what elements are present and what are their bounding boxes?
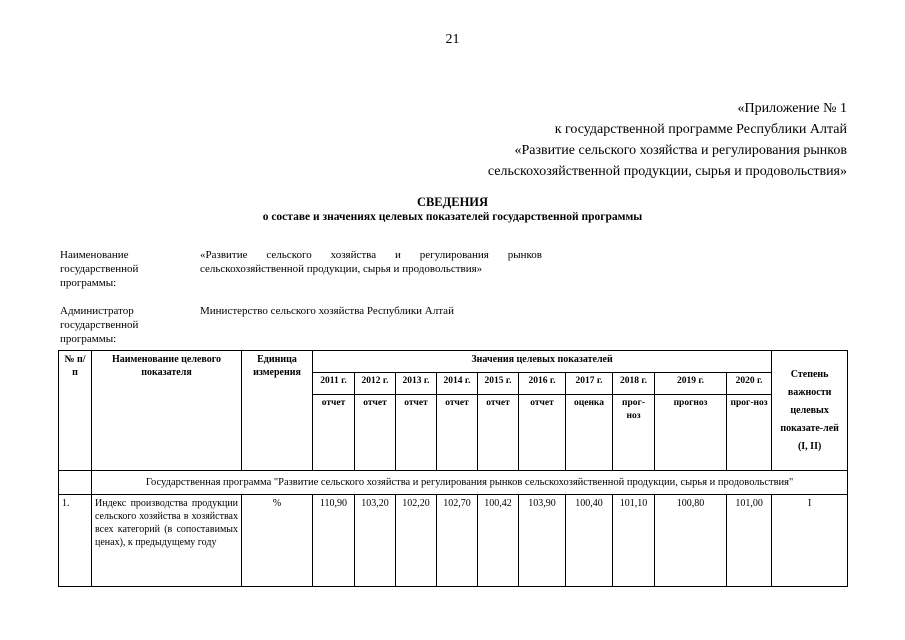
year-cell: 2013 г. bbox=[396, 373, 437, 395]
program-row-title: Государственная программа "Развитие сельского хозяйства и регулирования рынков сельскохозяйственной продукции, сырья и продовольствия" bbox=[92, 471, 848, 495]
status-cell: отчет bbox=[437, 395, 478, 471]
appendix-line: сельскохозяйственной продукции, сырья и продовольствия» bbox=[487, 164, 847, 179]
indicators-table bbox=[58, 350, 848, 587]
administrator-value: Министерство сельского хозяйства Республики Алтай bbox=[200, 305, 454, 317]
status-cell: отчет bbox=[396, 395, 437, 471]
appendix-line: «Развитие сельского хозяйства и регулирования рынков bbox=[514, 143, 847, 158]
row-value: 100,80 bbox=[655, 495, 727, 587]
document-title bbox=[0, 195, 905, 225]
row-indicator-name: Индекс производства продукции сельского хозяйства в хозяйствах всех категорий (в сопоставимых ценах), к предыдущему году bbox=[92, 495, 242, 587]
row-num: 1. bbox=[59, 495, 92, 587]
year-cell: 2017 г. bbox=[566, 373, 613, 395]
row-value: 103,90 bbox=[519, 495, 566, 587]
header-unit: Единица измерения bbox=[242, 351, 313, 471]
year-cell: 2014 г. bbox=[437, 373, 478, 395]
status-cell: отчет bbox=[313, 395, 355, 471]
row-value: 100,42 bbox=[478, 495, 519, 587]
title-line: СВЕДЕНИЯ bbox=[416, 195, 489, 209]
header-name: Наименование целевого показателя bbox=[92, 351, 242, 471]
row-value: 100,40 bbox=[566, 495, 613, 587]
year-cell: 2016 г. bbox=[519, 373, 566, 395]
status-cell: отчет bbox=[355, 395, 396, 471]
header-importance: Степень важности целевых показате-лей (I, II) bbox=[772, 351, 848, 471]
program-name-value: «Развитие сельского хозяйства и регулирования рынков сельскохозяйственной продукции, сырья и продовольствия» bbox=[200, 249, 542, 275]
program-row bbox=[59, 471, 848, 495]
year-cell: 2020 г. bbox=[727, 373, 772, 395]
program-name-label: Наименование государственной программы: bbox=[60, 249, 139, 289]
page-number: 21 bbox=[445, 32, 460, 47]
status-cell: оценка bbox=[566, 395, 613, 471]
year-cell: 2019 г. bbox=[655, 373, 727, 395]
header-values: Значения целевых показателей bbox=[313, 351, 772, 373]
row-value: 103,20 bbox=[355, 495, 396, 587]
table-row bbox=[59, 495, 848, 587]
row-value: 102,70 bbox=[437, 495, 478, 587]
program-row-num bbox=[59, 471, 92, 495]
status-cell: отчет bbox=[478, 395, 519, 471]
year-cell: 2011 г. bbox=[313, 373, 355, 395]
status-cell: прогноз bbox=[655, 395, 727, 471]
row-importance: I bbox=[772, 495, 848, 587]
year-cell: 2012 г. bbox=[355, 373, 396, 395]
row-value: 110,90 bbox=[313, 495, 355, 587]
row-unit: % bbox=[242, 495, 313, 587]
status-cell: отчет bbox=[519, 395, 566, 471]
year-cell: 2015 г. bbox=[478, 373, 519, 395]
appendix-header bbox=[488, 98, 847, 182]
year-cell: 2018 г. bbox=[613, 373, 655, 395]
row-value: 101,10 bbox=[613, 495, 655, 587]
row-value: 102,20 bbox=[396, 495, 437, 587]
appendix-line: к государственной программе Республики Алтай bbox=[554, 122, 847, 137]
subtitle-line: о составе и значениях целевых показателей государственной программы bbox=[262, 211, 643, 223]
row-value: 101,00 bbox=[727, 495, 772, 587]
appendix-line: «Приложение № 1 bbox=[737, 101, 847, 116]
status-cell: прог-ноз bbox=[727, 395, 772, 471]
administrator-label: Администратор государственной программы: bbox=[60, 305, 139, 345]
header-num: № п/п bbox=[59, 351, 92, 471]
status-cell: прог-ноз bbox=[613, 395, 655, 471]
